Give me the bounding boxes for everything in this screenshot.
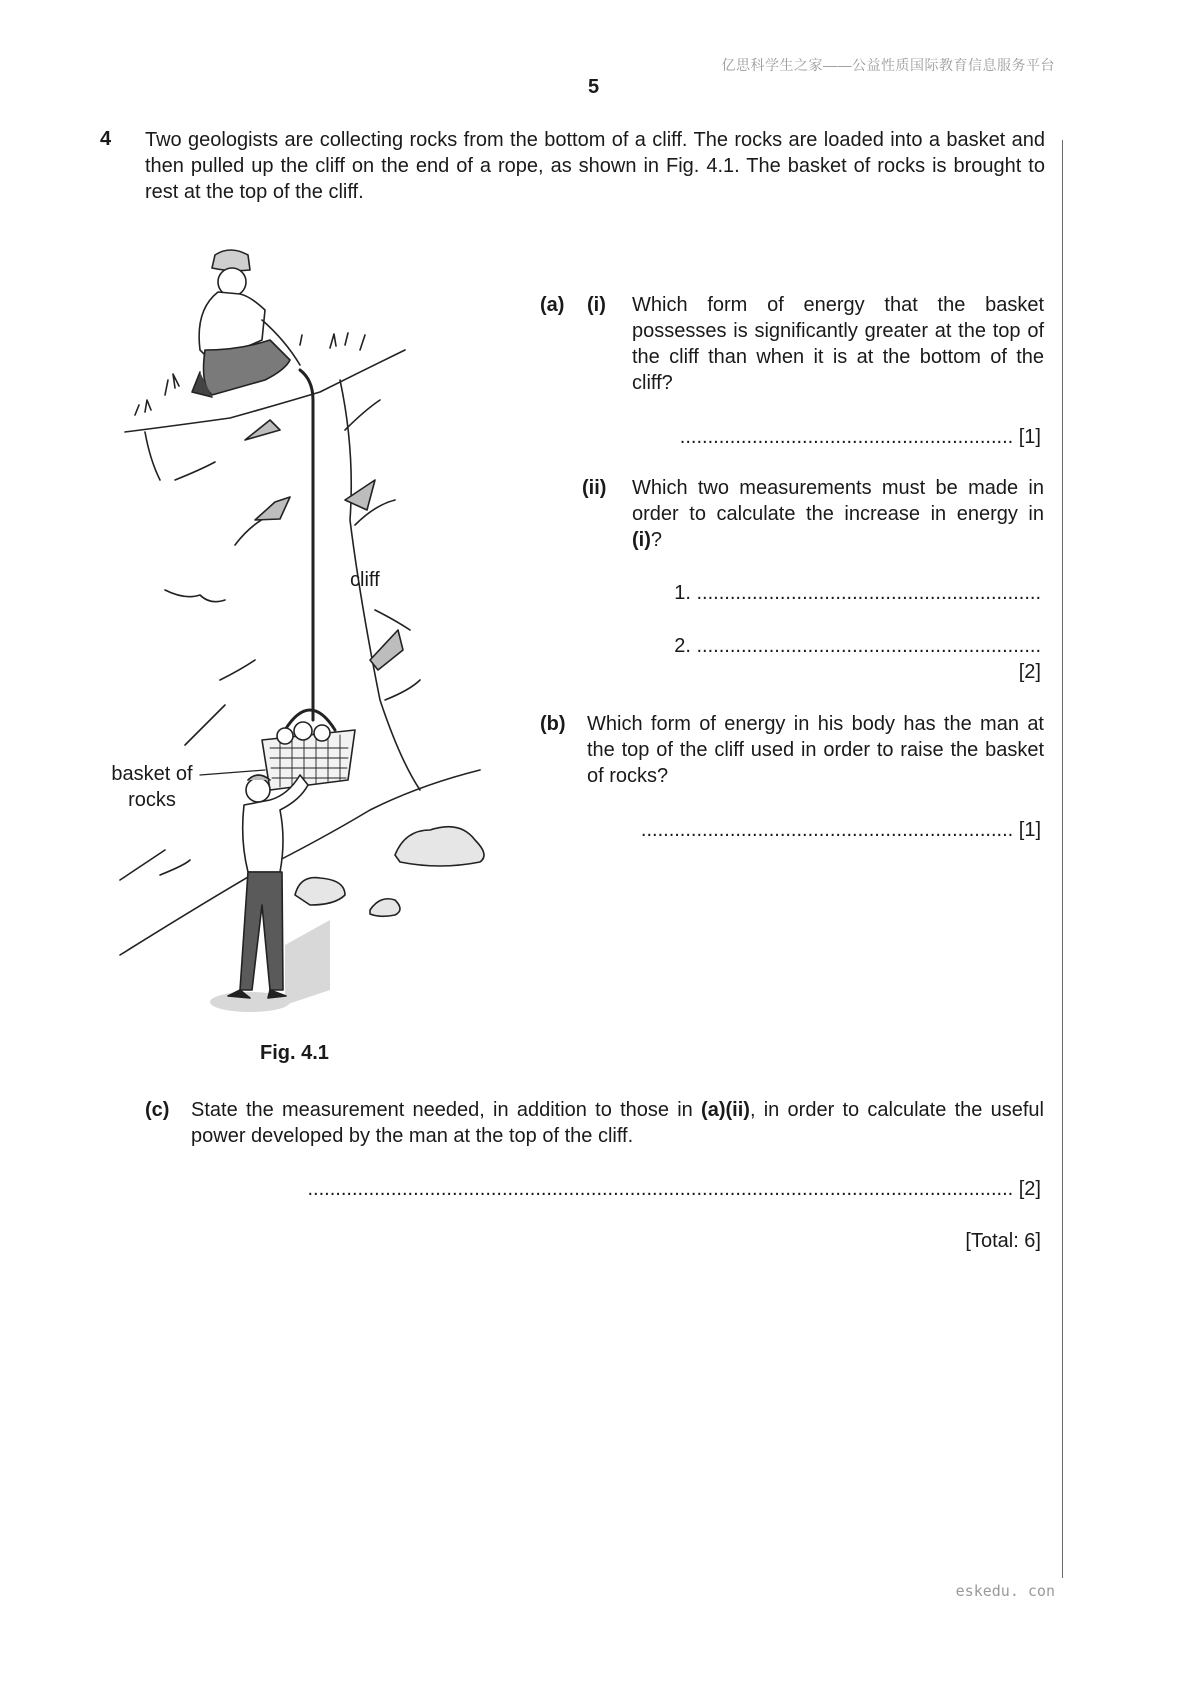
part-a-i-text: Which form of energy that the basket possesses is significantly greater at the top of the cliff than when it is at the bottom of the cliff? <box>632 294 1044 394</box>
figure-caption: Fig. 4.1 <box>260 1042 329 1064</box>
part-b-answer-line[interactable]: ................................................................... [1] <box>640 819 1041 841</box>
rope <box>300 370 313 720</box>
part-c-text-2: , in order to calculate the useful power developed by the man at the top of the cliff. <box>191 1099 1044 1147</box>
part-b-text: Which form of energy in his body has the man at the top of the cliff used in order to raise the basket of rocks? <box>587 713 1044 787</box>
part-a-ii-ref: (i) <box>632 529 651 551</box>
part-a-ii-marks: [2] <box>1018 661 1041 683</box>
basket-of-rocks <box>262 710 355 790</box>
header-watermark: 亿思科学生之家——公益性质国际教育信息服务平台 <box>721 57 1055 73</box>
rock <box>395 827 484 866</box>
total-marks: [Total: 6] <box>965 1230 1041 1252</box>
cliff-crack <box>145 432 160 480</box>
part-a-label: (a) <box>540 294 565 316</box>
cliff-crack <box>165 590 225 602</box>
rock <box>370 899 400 917</box>
part-c-label: (c) <box>145 1099 170 1121</box>
label-cliff: cliff <box>350 569 380 591</box>
part-a-ii-label: (ii) <box>582 477 607 499</box>
part-a-ii-text <box>632 475 1044 553</box>
cliff-crack <box>220 660 255 680</box>
question-number: 4 <box>100 128 112 150</box>
label-basket-line2: rocks <box>128 789 176 811</box>
part-c-ref: (a)(ii) <box>701 1099 750 1121</box>
basket-pointer-line <box>200 770 265 775</box>
part-a-ii-text-2: ? <box>650 529 663 551</box>
part-a-ii-text-1: Which two measurements must be made in order to calculate the increase in energy in <box>632 477 1044 525</box>
part-c-answer-line[interactable]: ............................................................................................................................... [2] <box>307 1178 1041 1200</box>
part-a-i-answer-line[interactable]: ............................................................ [1] <box>679 426 1041 448</box>
cliff-crack <box>175 462 215 480</box>
page-number: 5 <box>588 76 600 98</box>
footer-watermark: eskedu. con <box>955 1582 1055 1600</box>
part-a-ii-answer-line-2[interactable]: 2. .............................................................. <box>674 635 1041 657</box>
cliff-crack <box>375 610 410 630</box>
cliff-crack <box>345 400 380 430</box>
cliff-crack <box>120 850 165 880</box>
part-b-label: (b) <box>540 713 566 735</box>
part-a-i-label: (i) <box>587 294 606 316</box>
rock <box>295 878 345 905</box>
question-intro: Two geologists are collecting rocks from the bottom of a cliff. The rocks are loaded into a basket and then pulled up the cliff on the end of a rope, as shown in Fig. 4.1. The basket of rocks is brought to rest at the top of the cliff. <box>145 129 1045 203</box>
cliff-crack <box>185 705 225 745</box>
man-at-top <box>192 250 300 397</box>
cliff-crack <box>160 860 190 875</box>
part-c-text-1: State the measurement needed, in addition to those in <box>191 1099 702 1121</box>
cliff-crack <box>385 680 420 700</box>
label-basket-line1: basket of <box>111 763 193 785</box>
part-c-text <box>191 1097 1044 1149</box>
part-a-ii-answer-line-1[interactable]: 1. .............................................................. <box>674 582 1041 604</box>
